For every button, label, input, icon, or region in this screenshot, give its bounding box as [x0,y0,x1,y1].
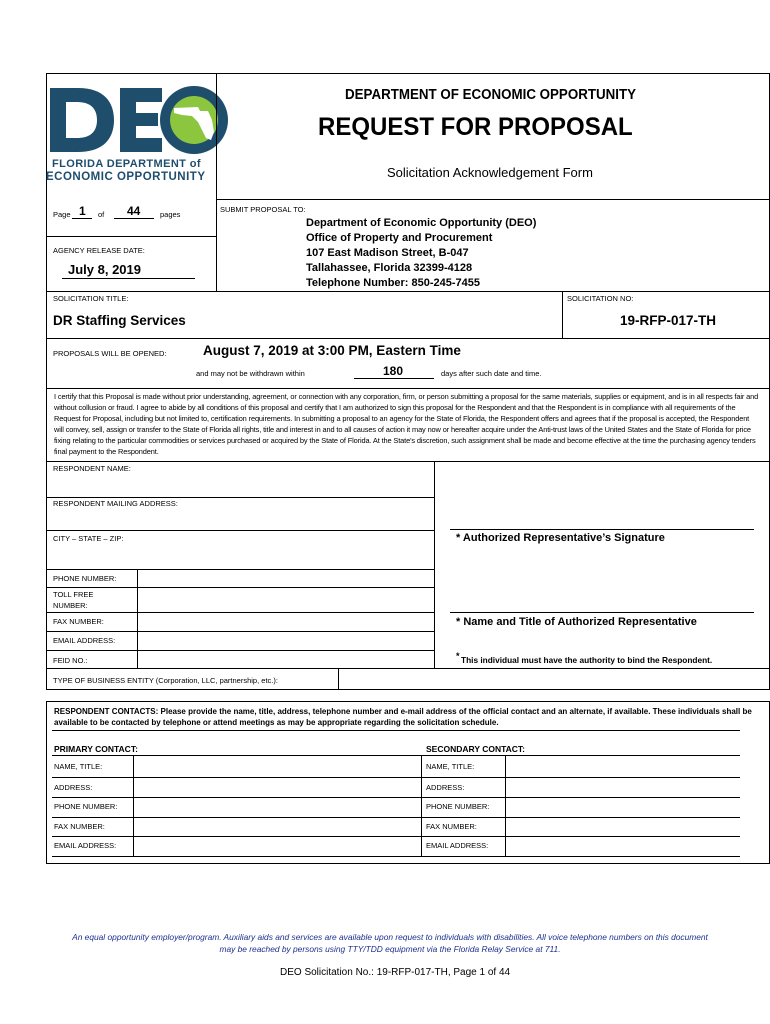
submit-to-label: SUBMIT PROPOSAL TO: [220,205,306,214]
primary-contact-heading: PRIMARY CONTACT: [54,744,138,754]
signature-input[interactable] [450,475,753,528]
name-title-input[interactable] [450,560,753,611]
toll-free-label-1: TOLL FREE [53,590,94,599]
secondary-name-title-label: NAME, TITLE: [426,762,475,771]
authority-note: This individual must have the authority to bind the Respondent. [461,655,713,665]
feid-input[interactable] [139,651,433,668]
withdraw-suffix: days after such date and time. [441,369,542,378]
total-pages-field[interactable]: 44 [127,204,141,218]
page-subtitle: Solicitation Acknowledgement Form [387,165,593,180]
department-name: DEPARTMENT OF ECONOMIC OPPORTUNITY [345,87,637,103]
signature-line [450,529,754,530]
certification-text: I certify that this Proposal is made without prior understanding, agreement, or connection with any corporation, firm, or person submitting a proposal for the same materials, supplies or equipment, and is in all respects fair and without collusion or fraud. I agree to abide by all conditions of this proposal and certify that I am authorized to sign this proposal for the Respondent and that the Respondent is in compliance with all requirements of the Request for Proposal, including but not limited to, certification requirements. In submitting a proposal to an agency for the State of Florida, the Respondent offers and agrees that if the proposal is accepted, the Respondent will convey, sell, assign or transfer to the State of Florida all rights, title and interest in and to all causes of action it may now or hereafter acquire under the Anti-trust laws of the United States and the State of Florida for price fixing relating to the particular commodities or services purchased or acquired by the State of Florida. At the State's discretion, such assignment shall be made and become effective at the time the purchasing agency tenders final payment to the Respondent. [54,392,759,456]
solicitation-title-field[interactable]: DR Staffing Services [53,313,186,328]
page-title: REQUEST FOR PROPOSAL [318,113,633,141]
release-date-underline [62,278,195,279]
primary-fax-label: FAX NUMBER: [54,822,105,831]
secondary-fax-label: FAX NUMBER: [426,822,477,831]
submit-line-1: Department of Economic Opportunity (DEO) [306,217,537,229]
contact-fields-divider [137,569,138,668]
toll-free-label-2: NUMBER: [53,601,88,610]
respondent-name-rule [46,497,434,498]
primary-phone-label: PHONE NUMBER: [54,802,118,811]
fax-label: FAX NUMBER: [53,617,104,626]
page-reference: DEO Solicitation No.: 19-RFP-017-TH, Page 1 of 44 [280,967,511,978]
pages-label: pages [160,210,181,219]
address-bottom-rule [46,291,770,292]
equal-opportunity-note [50,931,730,955]
withdraw-prefix: and may not be withdrawn within [196,369,305,378]
secondary-name-title-input[interactable] [507,756,739,776]
solicitation-title-label: SOLICITATION TITLE: [53,294,129,303]
mailing-address-input[interactable] [47,510,433,530]
city-state-zip-label: CITY – STATE – ZIP: [53,534,124,543]
phone-input[interactable] [139,570,433,587]
secondary-phone-label: PHONE NUMBER: [426,802,490,811]
primary-email-input[interactable] [135,837,420,855]
primary-name-title-input[interactable] [135,756,420,776]
email-label: EMAIL ADDRESS: [53,636,116,645]
opened-date-field[interactable]: August 7, 2019 at 3:00 PM, Eastern Time [203,343,461,358]
solicitation-divider [562,291,563,338]
contacts-center-divider [421,755,422,856]
page-number-underline [72,218,92,219]
secondary-phone-input[interactable] [507,798,739,816]
authority-star: * [456,651,460,661]
opened-label: PROPOSALS WILL BE OPENED: [53,349,167,358]
header-bottom-rule [216,199,770,200]
logo-line1: FLORIDA DEPARTMENT of [52,158,201,170]
solicitation-no-field[interactable]: 19-RFP-017-TH [620,313,717,328]
respondent-right-divider [434,461,435,668]
secondary-email-label: EMAIL ADDRESS: [426,841,489,850]
withdraw-days-underline [354,378,434,379]
toll-free-input[interactable] [139,588,433,612]
secondary-email-input[interactable] [507,837,739,855]
fax-input[interactable] [139,613,433,631]
primary-address-label: ADDRESS: [54,783,93,792]
signature-label: * Authorized Representative’s Signature [456,532,665,544]
contacts-grid-bottom [52,856,740,857]
primary-address-input[interactable] [135,778,420,796]
contacts-intro: RESPONDENT CONTACTS: Please provide the name, title, address, telephone number and e-mail address of the official contact and an alternate, if available. These individuals shall be available to be contacted by telephone or attend meetings as may be appropriate regarding the solicitation schedule. [54,707,752,727]
secondary-address-input[interactable] [507,778,739,796]
total-pages-underline [114,218,154,219]
submit-line-2: Office of Property and Procurement [306,232,493,244]
equal-opportunity-line-1: An equal opportunity employer/program. Auxiliary aids and services are available upon request to individuals with disabilities. All voice telephone numbers on this document [72,932,708,942]
primary-phone-input[interactable] [135,798,420,816]
feid-label: FEID NO.: [53,656,88,665]
page-label: Page [53,210,71,219]
of-label: of [98,210,105,219]
deo-logo [48,80,228,188]
submit-line-5: Telephone Number: 850-245-7455 [306,277,481,289]
contacts-intro-rule [52,730,740,731]
equal-opportunity-line-2: may be reached by persons using TTY/TDD equipment via the Florida Relay Service at 711. [219,944,561,954]
submit-line-3: 107 East Madison Street, B-047 [306,247,469,259]
opened-bottom-rule [46,388,770,389]
secondary-label-divider [505,755,506,856]
phone-label: PHONE NUMBER: [53,574,117,583]
name-title-line [450,612,754,613]
header-divider [216,73,217,291]
logo-line2: ECONOMIC OPPORTUNITY [46,171,206,183]
solicitation-bottom-rule [46,338,770,339]
respondent-name-input[interactable] [47,474,433,497]
secondary-contact-heading: SECONDARY CONTACT: [426,744,526,754]
city-state-zip-input[interactable] [140,531,432,569]
release-date-field[interactable]: July 8, 2019 [68,262,141,277]
page-number-field[interactable]: 1 [79,204,86,218]
primary-fax-input[interactable] [135,818,420,835]
pages-bottom-rule [46,236,216,237]
email-input[interactable] [139,632,433,650]
name-title-label: * Name and Title of Authorized Representative [456,616,697,628]
mailing-address-label: RESPONDENT MAILING ADDRESS: [53,499,178,508]
primary-label-divider [133,755,134,856]
respondent-name-label: RESPONDENT NAME: [53,464,131,473]
primary-email-label: EMAIL ADDRESS: [54,841,117,850]
business-entity-divider [338,668,339,690]
secondary-address-label: ADDRESS: [426,783,465,792]
release-date-label: AGENCY RELEASE DATE: [53,246,145,255]
business-entity-label: TYPE OF BUSINESS ENTITY (Corporation, LLC, partnership, etc.): [53,676,278,685]
solicitation-no-label: SOLICITATION NO: [567,294,634,303]
secondary-fax-input[interactable] [507,818,739,835]
primary-name-title-label: NAME, TITLE: [54,762,103,771]
respondent-top-rule [46,461,770,462]
withdraw-days-field[interactable]: 180 [383,364,404,378]
business-entity-input[interactable] [340,669,769,689]
submit-line-4: Tallahassee, Florida 32399-4128 [306,262,473,274]
